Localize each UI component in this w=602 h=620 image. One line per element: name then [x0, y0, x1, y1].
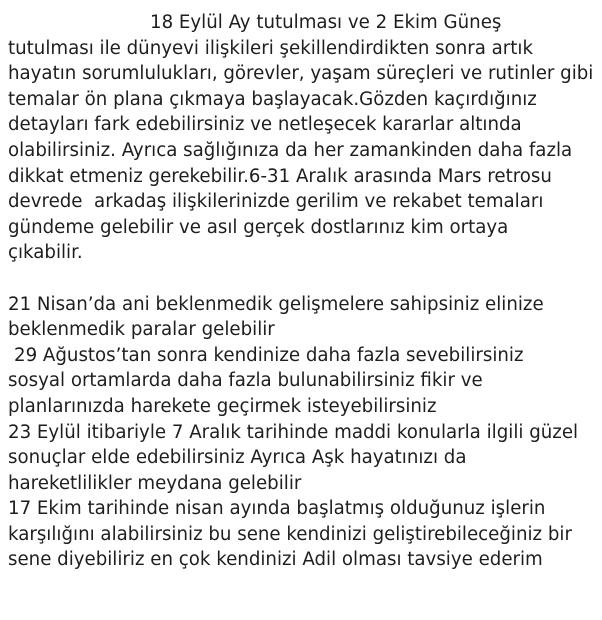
- text-line: hareketlilikler meydana gelebilir: [8, 472, 302, 494]
- text-line: 17 Ekim tarihinde nisan ayında başlatmış olduğunuz işlerin: [8, 498, 546, 520]
- text-line: detayları fark edebilirsiniz ve netleşecek kararlar altında: [8, 114, 522, 136]
- text-line: sene diyebiliriz en çok kendinizi Adil olması tavsiye ederim: [8, 549, 543, 571]
- text-line: karşılığını alabilirsiniz bu sene kendinizi geliştirebileceğiniz bir: [8, 523, 572, 545]
- text-line: 18 Eylül Ay tutulması ve 2 Ekim Güneş: [150, 12, 502, 33]
- document-body: [8, 10, 598, 573]
- text-line: sosyal ortamlarda daha fazla bulunabilirsiniz fikir ve: [8, 370, 483, 392]
- text-line: 21 Nisan’da ani beklenmedik gelişmelere sahipsiniz elinize: [8, 293, 544, 315]
- text-line: hayatın sorumlulukları, görevler, yaşam süreçleri ve rutinler gibi: [8, 63, 594, 85]
- text-line: devrede arkadaş ilişkilerinizde gerilim ve rekabet temaları: [8, 191, 544, 213]
- text-line: 29 Ağustos’tan sonra kendinize daha fazla sevebilirsiniz: [14, 344, 524, 366]
- text-line: planlarınızda harekete geçirmek isteyebilirsiniz: [8, 395, 437, 417]
- text-line: olabilirsiniz. Ayrıca sağlığınıza da her zamankinden daha fazla: [8, 139, 573, 161]
- text-line: sonuçlar elde edebilirsiniz Ayrıca Aşk hayatınızı da: [8, 447, 467, 469]
- text-line: dikkat etmeniz gerekebilir.6-31 Aralık arasında Mars retrosu: [8, 165, 552, 187]
- text-line: 23 Eylül itibariyle 7 Aralık tarihinde maddi konularla ilgili güzel: [8, 421, 579, 443]
- text-line: gündeme gelebilir ve asıl gerçek dostlarınız kim ortaya: [8, 216, 509, 238]
- paragraph-dates: [8, 292, 598, 574]
- paragraph-spacer: [8, 266, 598, 292]
- text-line: tutulması ile dünyevi ilişkileri şekillendirdikten sonra artık: [8, 37, 534, 59]
- text-line: beklenmedik paralar gelebilir: [8, 319, 275, 341]
- text-line: çıkabilir.: [8, 242, 83, 264]
- paragraph-intro: [8, 10, 598, 266]
- text-line: temalar ön plana çıkmaya başlayacak.Gözden kaçırdığınız: [8, 88, 537, 110]
